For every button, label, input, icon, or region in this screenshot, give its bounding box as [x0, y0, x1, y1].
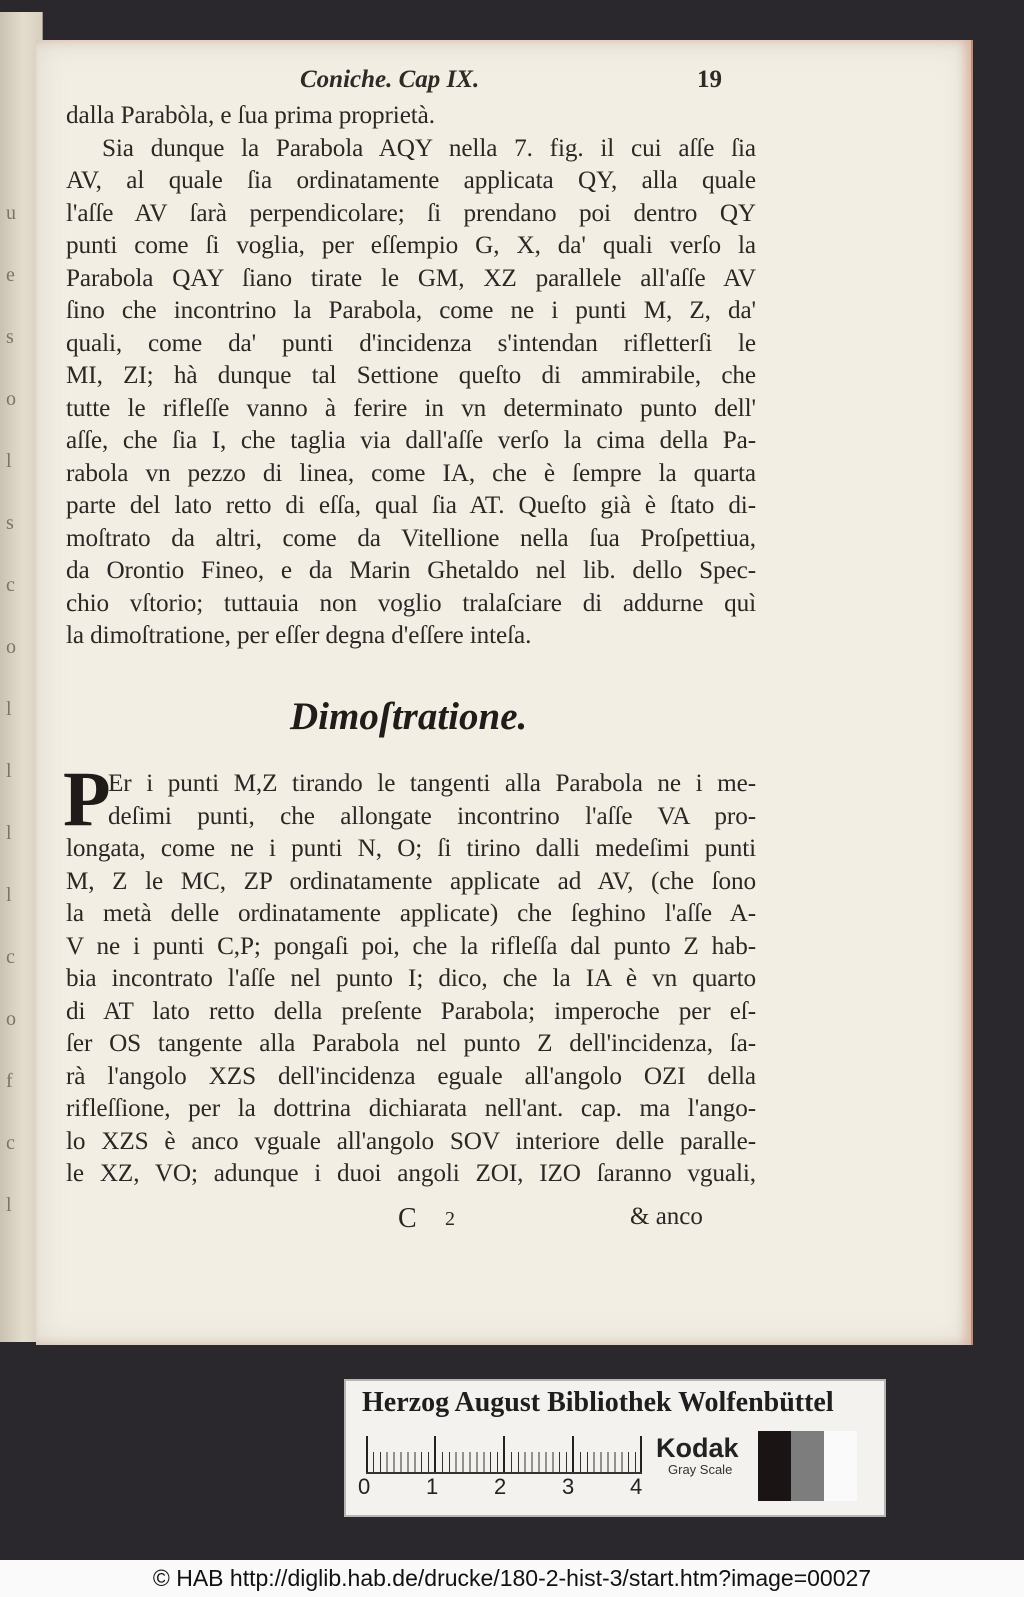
ruler-number: 0 — [358, 1474, 371, 1499]
text-line: la dimoſtratione, per eſſer degna d'eſſere inteſa. — [66, 622, 532, 649]
left-page-mark: l — [6, 698, 12, 720]
ruler-numbers — [358, 1474, 658, 1504]
paragraph-2-opening — [108, 768, 756, 833]
left-page-mark: u — [6, 202, 16, 224]
text-line: rà l'angolo XZS dell'incidenza eguale all'angolo OZI della — [66, 1062, 756, 1090]
text-line: AV, al quale ſia ordinatamente applicata QY, alla quale — [66, 167, 756, 194]
text-line: la metà delle ordinatamente applicate) che ſeghino l'aſſe A- — [66, 900, 756, 927]
page-number: 19 — [697, 66, 722, 93]
text-line: M, Z le MC, ZP ordinatamente applicate ad AV, (che ſono — [66, 867, 756, 895]
left-page-mark: l — [6, 450, 12, 472]
left-page-mark: o — [6, 636, 16, 658]
text-line: rabola vn pezzo di linea, come IA, che è ſempre la quarta — [66, 459, 756, 487]
text-line: quali, come da' punti d'incidenza s'intendan rifletterſi le — [66, 329, 756, 357]
text-line: ſino che incontrino la Parabola, come ne i punti M, Z, da' — [66, 297, 756, 324]
signature-mark: C — [398, 1203, 417, 1234]
running-head-title: Coniche. Cap IX. — [300, 66, 480, 93]
kodak-brand: Kodak — [656, 1433, 739, 1463]
text-line: punti come ſi voglia, per eſſempio G, X, da' quali verſo la — [66, 232, 756, 259]
text-line: MI, ZI; hà dunque tal Settione queſto di ammirabile, che — [66, 362, 756, 389]
paragraph-2 — [66, 833, 756, 1191]
gray-scale-swatches — [758, 1431, 858, 1501]
text-line: V ne i punti C,P; pongaſi poi, che la rifleſſa dal punto Z hab- — [66, 932, 756, 960]
gray-swatch — [758, 1431, 791, 1501]
left-page-mark: e — [6, 264, 15, 286]
text-line: da Orontio Fineo, e da Marin Ghetaldo nel lib. dello Spec- — [66, 557, 756, 584]
left-page-mark: c — [6, 1132, 15, 1154]
text-line: moſtrato da altri, come da Vitellione nella ſua Proſpettiua, — [66, 524, 756, 552]
text-line: Parabola QAY ſiano tirate le GM, XZ parallele all'aſſe AV — [66, 264, 756, 292]
left-page-mark: s — [6, 326, 14, 348]
text-line: deſimi punti, che allongate incontrino l'aſſe VA pro- — [108, 802, 756, 830]
text-line: rifleſſione, per la dottrina dichiarata nell'ant. cap. ma l'ango- — [66, 1095, 756, 1122]
ruler-number: 1 — [426, 1474, 439, 1499]
gray-swatch — [791, 1431, 824, 1501]
section-heading: Dimoſtratione. — [290, 695, 528, 738]
text-line: l'aſſe AV ſarà perpendicolare; ſi prendano poi dentro QY — [66, 199, 756, 227]
text-line: dalla Parabòla, e ſua prima proprietà. — [66, 102, 435, 129]
text-line: longata, come ne i punti N, O; ſi tirino dalli medeſimi punti — [66, 835, 756, 862]
text-line: ſer OS tangente alla Parabola nel punto Z dell'incidenza, ſa- — [66, 1030, 756, 1057]
text-line: Er i punti M,Z tirando le tangenti alla Parabola ne i me- — [108, 770, 756, 797]
ruler-number: 4 — [630, 1474, 643, 1499]
kodak-logo — [656, 1433, 739, 1477]
text-line: bia incontrato l'aſſe nel punto I; dico, che la IA è vn quarto — [66, 965, 756, 992]
scale-ruler — [366, 1436, 642, 1474]
left-page-mark: s — [6, 512, 14, 534]
ruler-number: 2 — [494, 1474, 507, 1499]
text-line: parte del lato retto di eſſa, qual ſia AT. Queſto già è ſtato di- — [66, 492, 756, 519]
left-page-mark: f — [6, 1070, 13, 1092]
image-credit: © HAB http://diglib.hab.de/drucke/180-2-hist-3/start.htm?image=00027 — [0, 1560, 1024, 1597]
text-line: le XZ, VO; adunque i duoi angoli ZOI, IZO ſaranno vguali, — [66, 1160, 756, 1187]
kodak-subtitle: Gray Scale — [668, 1462, 733, 1477]
text-line: tutte le rifleſſe vanno à ferire in vn determinato punto dell' — [66, 394, 756, 422]
signature-number: 2 — [445, 1208, 455, 1230]
left-page-mark: l — [6, 822, 12, 844]
library-name: Herzog August Bibliothek Wolfenbüttel — [362, 1387, 834, 1418]
running-header — [300, 66, 730, 100]
ruler-number: 3 — [562, 1474, 575, 1499]
text-line: chio vſtorio; tuttauia non voglio tralaſciare di addurne quì — [66, 589, 756, 617]
left-page-mark: l — [6, 884, 12, 906]
catchword: & anco — [630, 1203, 703, 1230]
left-page-mark: c — [6, 946, 15, 968]
left-page-mark: l — [6, 760, 12, 782]
left-page-mark: o — [6, 1008, 16, 1030]
left-page-mark: o — [6, 388, 16, 410]
left-page-mark: c — [6, 574, 15, 596]
text-line: aſſe, che ſia I, che taglia via dall'aſſe verſo la cima della Pa- — [66, 427, 756, 454]
text-line: di AT lato retto della preſente Parabola; imperoche per eſ- — [66, 997, 756, 1025]
paragraph-1 — [66, 100, 756, 653]
text-line: Sia dunque la Parabola AQY nella 7. fig. il cui aſſe ſia — [102, 134, 756, 162]
drop-cap: P — [63, 755, 111, 842]
library-color-card — [344, 1379, 886, 1517]
left-page-mark: l — [6, 1194, 12, 1216]
gray-swatch — [824, 1431, 857, 1501]
text-line: lo XZS è anco vguale all'angolo SOV interiore delle paralle- — [66, 1127, 756, 1155]
